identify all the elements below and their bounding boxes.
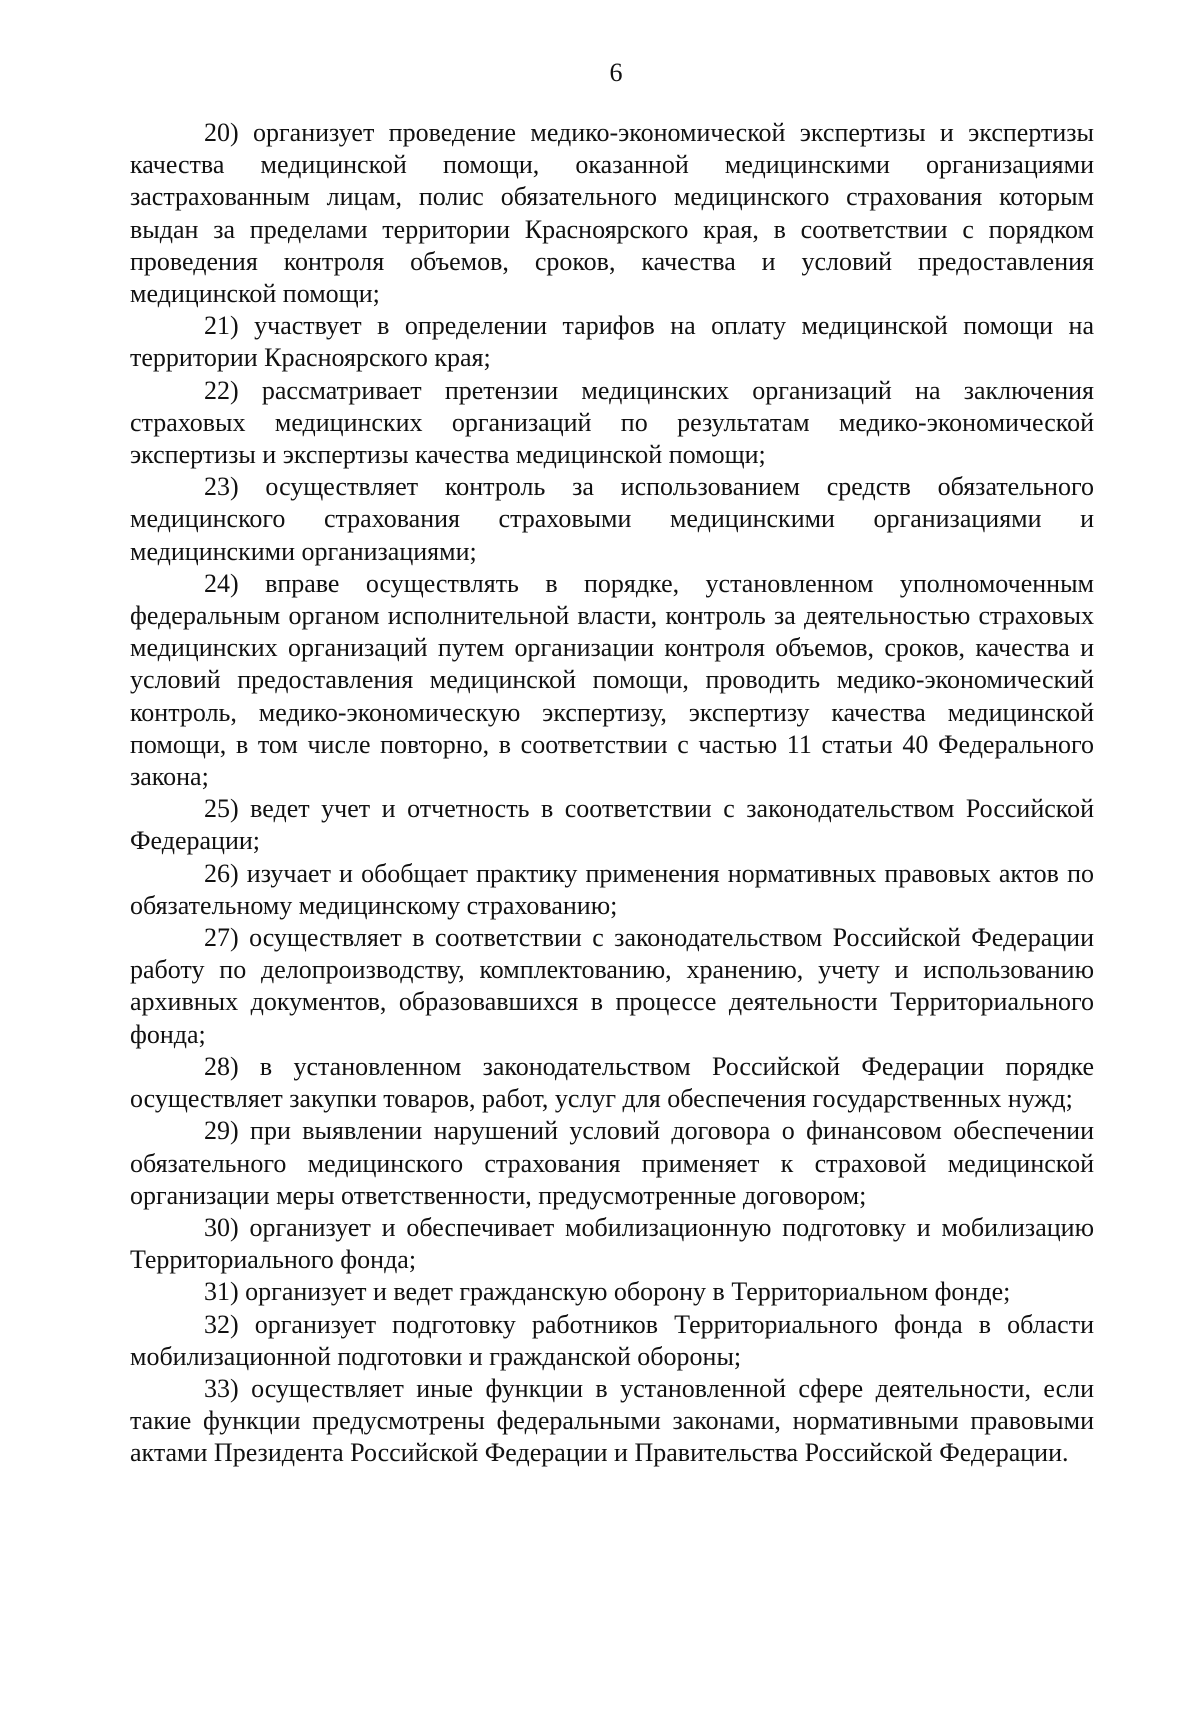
list-item-30: 30) организует и обеспечивает мобилизационную подготовку и мобилизацию Территориального фонда;	[130, 1212, 1094, 1275]
document-body	[130, 117, 1094, 1470]
list-item-20: 20) организует проведение медико-экономической экспертизы и экспертизы качества медицинской помощи, оказанной медицинскими организациями застрахованным лицам, полис обязательного медицинского страхования которым выдан за пределами территории Красноярского края, в соответствии с порядком проведения контроля объемов, сроков, качества и условий предоставления медицинской помощи;	[130, 118, 1094, 309]
page-number: 6	[609, 58, 623, 87]
list-item-32: 32) организует подготовку работников Территориального фонда в области мобилизационной подготовки и гражданской обороны;	[130, 1309, 1094, 1371]
list-item-23: 23) осуществляет контроль за использованием средств обязательного медицинского страхования страховыми медицинскими организациями и медицинскими организациями;	[130, 472, 1094, 566]
list-item-22: 22) рассматривает претензии медицинских организаций на заключения страховых медицинских организаций по результатам медико-экономической экспертизы и экспертизы качества медицинской помощи;	[130, 375, 1094, 470]
list-item-25: 25) ведет учет и отчетность в соответствии с законодательством Российской Федерации;	[130, 794, 1094, 856]
list-item-31: 31) организует и ведет гражданскую оборону в Территориальном фонде;	[204, 1277, 1011, 1307]
list-item-33: 33) осуществляет иные функции в установленной сфере деятельности, если такие функции предусмотрены федеральными законами, нормативными правовыми актами Президента Российской Федерации и Правительства Российской Федерации.	[130, 1373, 1094, 1468]
list-item-27: 27) осуществляет в соответствии с законодательством Российской Федерации работу по делопроизводству, комплектованию, хранению, учету и использованию архивных документов, образовавшихся в процессе деятельности Территориального фонда;	[130, 923, 1094, 1049]
list-item-24: 24) вправе осуществлять в порядке, установленном уполномоченным федеральным органом исполнительной власти, контроль за деятельностью страховых медицинских организаций путем организации контроля объемов, сроков, качества и условий предоставления медицинской помощи, проводить медико-экономический контроль, медико-экономическую экспертизу, экспертизу качества медицинской помощи, в том числе повторно, в соответствии с частью 11 статьи 40 Федерального закона;	[130, 568, 1094, 792]
list-item-29: 29) при выявлении нарушений условий договора о финансовом обеспечении обязательного медицинского страхования применяет к страховой медицинской организации меры ответственности, предусмотренные договором;	[130, 1116, 1094, 1210]
list-item-28: 28) в установленном законодательством Российской Федерации порядке осуществляет закупки товаров, работ, услуг для обеспечения государственных нужд;	[130, 1051, 1094, 1114]
list-item-26: 26) изучает и обобщает практику применения нормативных правовых актов по обязательному медицинскому страхованию;	[130, 858, 1094, 920]
list-item-21: 21) участвует в определении тарифов на оплату медицинской помощи на территории Красноярского края;	[130, 311, 1094, 373]
